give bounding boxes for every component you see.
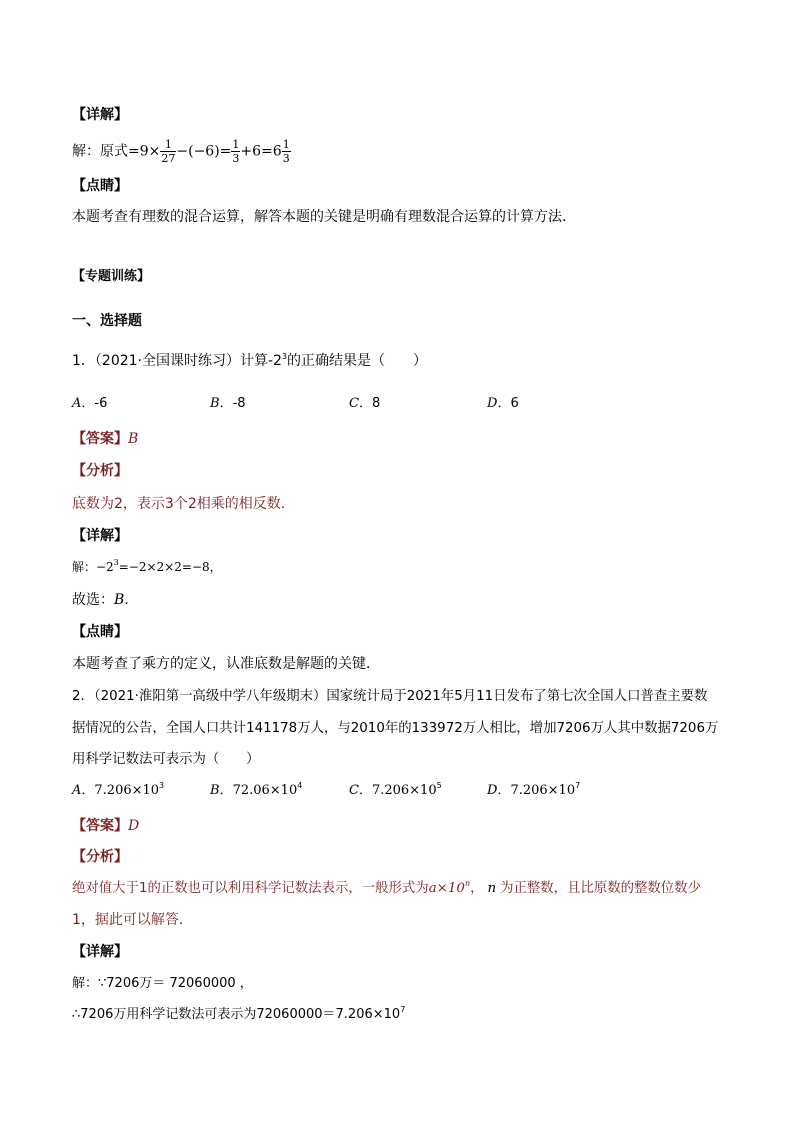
solution-line <box>72 558 222 576</box>
exponent: 5 <box>436 781 442 790</box>
choice-line <box>72 591 138 609</box>
solution-text: =−2×2×2=−8， <box>118 560 222 574</box>
answer-line <box>72 430 138 448</box>
option-d <box>487 782 580 800</box>
option-text: ．8 <box>358 396 381 411</box>
fraction-denominator: 3 <box>282 152 290 165</box>
option-c <box>349 395 380 413</box>
option-text: ．7.206×10 <box>81 783 160 798</box>
analysis-math: a×10 <box>428 881 465 896</box>
exponent: n <box>464 879 471 888</box>
choice-value: B． <box>114 592 139 608</box>
analysis-text: 为正整数，且比原数的整数位数少 <box>500 881 701 896</box>
analysis-text: 底数为2，表示3个2相乘的相反数． <box>72 496 295 512</box>
option-text: ．6 <box>497 396 519 411</box>
exponent: 4 <box>297 781 303 790</box>
solution-line-2 <box>72 1006 405 1024</box>
heading-dianjing: 【点睛】 <box>72 178 128 194</box>
exponent: 3 <box>159 781 165 790</box>
choice-text: 故选： <box>72 592 114 608</box>
question-2-line-1: 2．（2021·淮阳第一高级中学八年级期末）国家统计局于2021年5月11日发布了第七次全国人口普查主要数 <box>72 689 708 704</box>
analysis-line-1 <box>72 880 701 898</box>
fraction-denominator: 27 <box>161 152 176 165</box>
option-letter: A <box>72 783 82 798</box>
solution-text: 解：−2 <box>72 560 114 574</box>
option-d <box>487 395 519 413</box>
formula-mid: +6=6 <box>240 143 282 160</box>
formula-prefix: 解：原式=9× <box>72 143 161 160</box>
question-1-stem <box>72 352 427 370</box>
summary-text: 本题考查有理数的混合运算，解答本题的关键是明确有理数混合运算的计算方法． <box>72 209 576 225</box>
exponent: 3 <box>281 352 288 361</box>
heading-dianjing: 【点睛】 <box>72 624 128 640</box>
fraction-denominator: 3 <box>232 152 240 165</box>
option-letter: D <box>487 783 498 798</box>
option-text: ．-8 <box>219 396 246 411</box>
option-b <box>210 395 246 413</box>
answer-label: 【答案】 <box>72 431 128 447</box>
heading-xiangjie: 【详解】 <box>72 528 128 544</box>
option-text: ．72.06×10 <box>219 783 298 798</box>
heading-fenxi: 【分析】 <box>72 463 128 479</box>
option-text: ．-6 <box>81 396 108 411</box>
analysis-math: n <box>487 881 497 896</box>
option-letter: B <box>210 783 220 798</box>
fraction-numerator: 1 <box>232 138 240 151</box>
exponent: 7 <box>400 1005 406 1014</box>
option-a <box>72 395 107 413</box>
option-b <box>210 782 302 800</box>
option-letter: C <box>349 396 359 411</box>
fraction-3 <box>282 138 291 165</box>
stem-text: 的正确结果是（ ） <box>287 353 428 369</box>
option-a <box>72 782 164 800</box>
fraction-1 <box>160 138 176 165</box>
solution-text: ∴7206万用科学记数法可表示为72060000＝7.206×10 <box>72 1007 401 1022</box>
answer-label: 【答案】 <box>72 818 128 834</box>
analysis-text: ， <box>470 881 484 896</box>
summary-text: 本题考查了乘方的定义，认准底数是解题的关键． <box>72 656 380 672</box>
analysis-line-2: 1，据此可以解答． <box>72 912 193 928</box>
option-letter: C <box>349 783 359 798</box>
exponent: 3 <box>113 558 119 567</box>
option-letter: B <box>210 396 220 411</box>
stem-text: 1．（2021·全国课时练习）计算-2 <box>72 353 282 369</box>
section-title: 一、选择题 <box>72 313 142 329</box>
option-letter: A <box>72 396 82 411</box>
solution-formula <box>72 138 291 165</box>
option-letter: D <box>487 396 498 411</box>
option-text: ．7.206×10 <box>497 783 576 798</box>
option-c <box>349 782 442 800</box>
question-2-line-2: 据情况的公告，全国人口共计141178万人，与2010年的133972万人相比，增加7206万人其中数据7206万 <box>72 721 719 736</box>
question-2-line-3: 用科学记数法可表示为（ ） <box>72 752 260 767</box>
answer-value: B <box>128 431 139 447</box>
fraction-numerator: 1 <box>282 138 290 151</box>
analysis-text: 绝对值大于1的正数也可以利用科学记数法表示，一般形式为 <box>72 881 429 896</box>
answer-line <box>72 817 139 835</box>
heading-fenxi: 【分析】 <box>72 849 128 865</box>
solution-line-1: 解：∵7206万＝ 72060000 ， <box>72 976 253 991</box>
answer-value: D <box>128 818 140 834</box>
formula-mid: −(−6)= <box>176 143 232 160</box>
fraction-numerator: 1 <box>160 138 176 152</box>
option-text: ．7.206×10 <box>358 783 437 798</box>
heading-xiangjie: 【详解】 <box>72 944 128 960</box>
training-title: 【专题训练】 <box>72 269 151 284</box>
exponent: 7 <box>575 781 581 790</box>
heading-xiangjie: 【详解】 <box>72 107 128 123</box>
